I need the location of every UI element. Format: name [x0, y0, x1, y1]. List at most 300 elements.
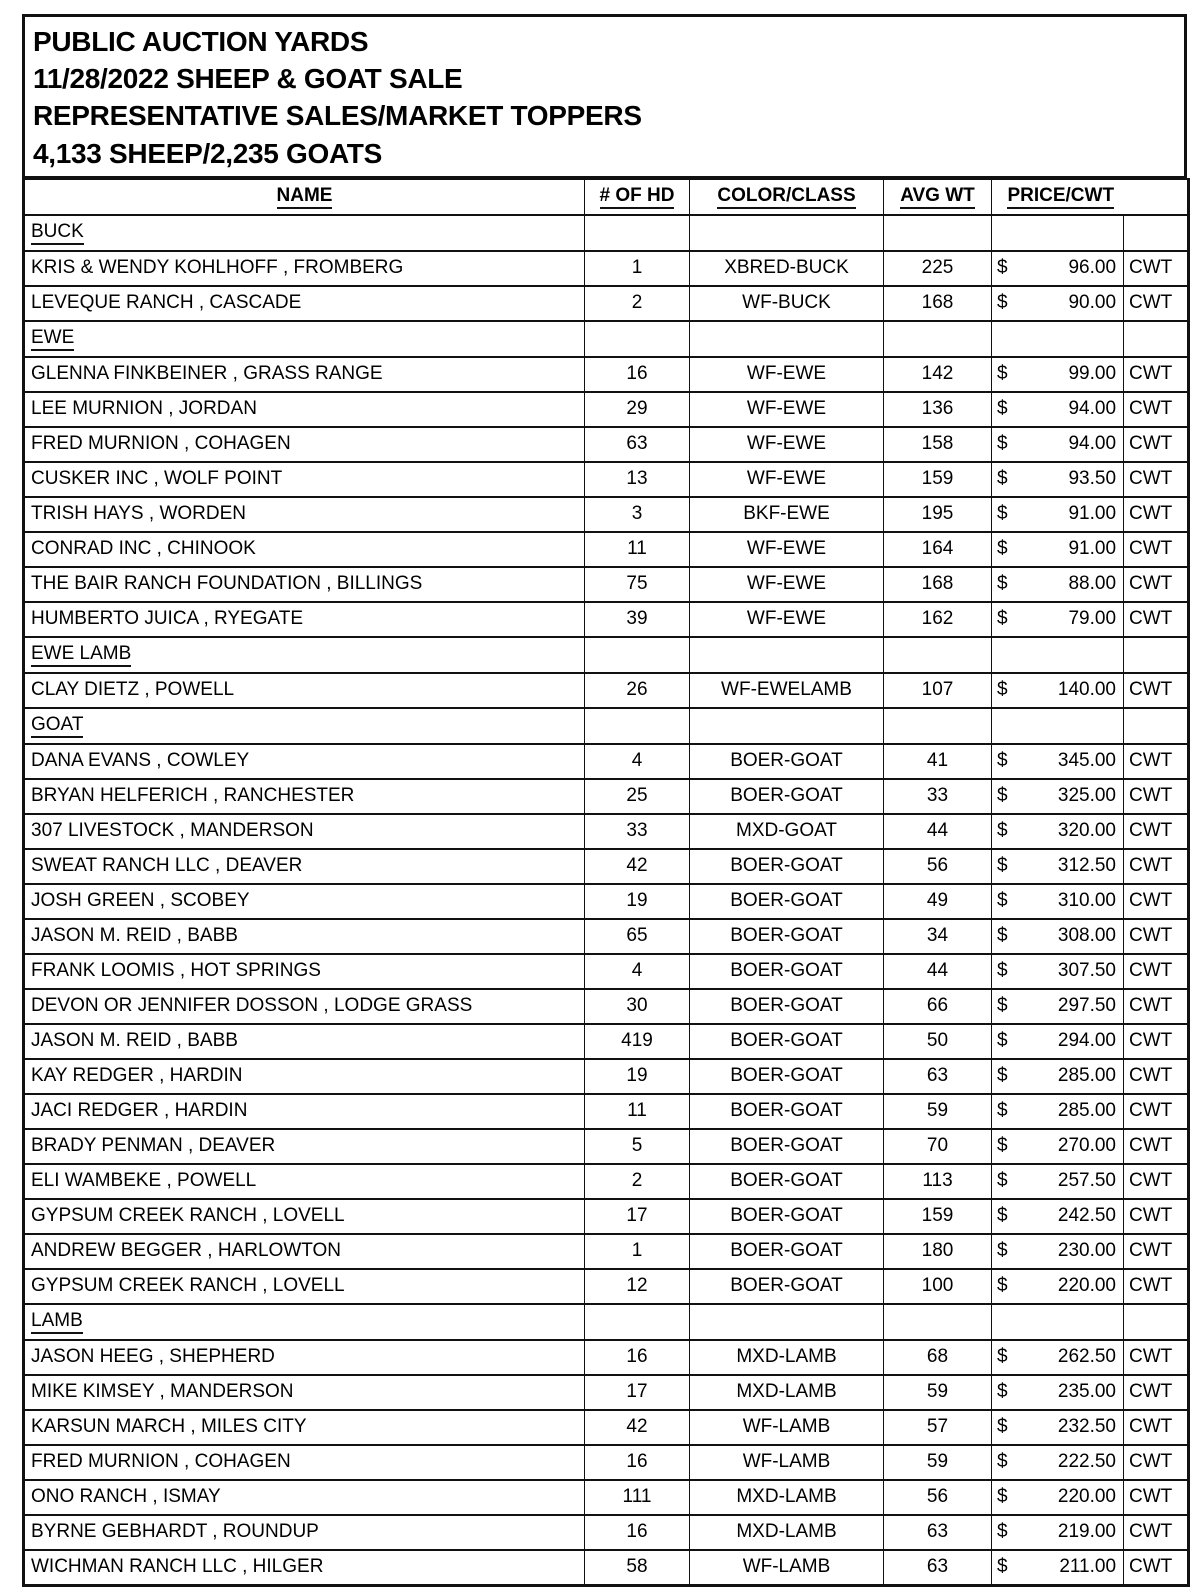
- row-color-class: BOER-GOAT: [690, 1269, 884, 1304]
- row-unit: CWT: [1124, 497, 1189, 532]
- row-seller-name: JOSH GREEN , SCOBEY: [24, 884, 585, 919]
- row-color-class: WF-EWE: [690, 392, 884, 427]
- row-head-count: 16: [585, 1515, 690, 1550]
- table-row: [24, 1445, 1189, 1480]
- row-head-count: 25: [585, 779, 690, 814]
- row-head-count: 30: [585, 989, 690, 1024]
- row-currency-symbol: $: [992, 814, 1018, 849]
- row-seller-name: DEVON OR JENNIFER DOSSON , LODGE GRASS: [24, 989, 585, 1024]
- row-avg-weight: 49: [884, 884, 992, 919]
- row-head-count: 75: [585, 567, 690, 602]
- row-color-class: BKF-EWE: [690, 497, 884, 532]
- section-header-empty-cell: [992, 637, 1018, 673]
- table-row: [24, 602, 1189, 637]
- section-header-empty-cell: [1018, 1304, 1124, 1340]
- section-header-empty-cell: [884, 708, 992, 744]
- row-price: 220.00: [1018, 1269, 1124, 1304]
- row-head-count: 4: [585, 744, 690, 779]
- row-price: 219.00: [1018, 1515, 1124, 1550]
- row-price: 310.00: [1018, 884, 1124, 919]
- section-header-empty-cell: [1124, 637, 1189, 673]
- section-header-empty-cell: [690, 321, 884, 357]
- row-color-class: BOER-GOAT: [690, 1024, 884, 1059]
- row-color-class: BOER-GOAT: [690, 779, 884, 814]
- row-unit: CWT: [1124, 919, 1189, 954]
- table-row: [24, 1234, 1189, 1269]
- row-seller-name: BRYAN HELFERICH , RANCHESTER: [24, 779, 585, 814]
- table-row: [24, 462, 1189, 497]
- section-header-row: [24, 321, 1189, 357]
- row-price: 93.50: [1018, 462, 1124, 497]
- row-unit: CWT: [1124, 286, 1189, 321]
- row-price: 96.00: [1018, 251, 1124, 286]
- row-currency-symbol: $: [992, 532, 1018, 567]
- row-color-class: MXD-LAMB: [690, 1480, 884, 1515]
- row-color-class: BOER-GOAT: [690, 849, 884, 884]
- column-header-color-class: COLOR/CLASS: [690, 179, 884, 215]
- row-seller-name: JASON M. REID , BABB: [24, 1024, 585, 1059]
- row-avg-weight: 168: [884, 286, 992, 321]
- table-row: [24, 497, 1189, 532]
- section-header-empty-cell: [1124, 321, 1189, 357]
- row-unit: CWT: [1124, 1234, 1189, 1269]
- row-price: 211.00: [1018, 1550, 1124, 1586]
- table-row: [24, 1164, 1189, 1199]
- row-avg-weight: 142: [884, 357, 992, 392]
- row-head-count: 17: [585, 1375, 690, 1410]
- row-avg-weight: 158: [884, 427, 992, 462]
- row-color-class: BOER-GOAT: [690, 989, 884, 1024]
- row-unit: CWT: [1124, 1515, 1189, 1550]
- row-price: 270.00: [1018, 1129, 1124, 1164]
- section-header-row: [24, 637, 1189, 673]
- table-row: [24, 392, 1189, 427]
- section-header-empty-cell: [884, 637, 992, 673]
- section-header-empty-cell: [992, 1304, 1018, 1340]
- row-head-count: 2: [585, 1164, 690, 1199]
- row-color-class: MXD-LAMB: [690, 1340, 884, 1375]
- row-price: 312.50: [1018, 849, 1124, 884]
- row-color-class: XBRED-BUCK: [690, 251, 884, 286]
- row-head-count: 4: [585, 954, 690, 989]
- row-seller-name: THE BAIR RANCH FOUNDATION , BILLINGS: [24, 567, 585, 602]
- row-unit: CWT: [1124, 1550, 1189, 1586]
- section-header-empty-cell: [992, 215, 1018, 251]
- row-seller-name: 307 LIVESTOCK , MANDERSON: [24, 814, 585, 849]
- section-header-empty-cell: [585, 637, 690, 673]
- row-seller-name: JASON M. REID , BABB: [24, 919, 585, 954]
- row-currency-symbol: $: [992, 849, 1018, 884]
- section-header-row: [24, 215, 1189, 251]
- table-row: [24, 1024, 1189, 1059]
- row-price: 88.00: [1018, 567, 1124, 602]
- row-head-count: 111: [585, 1480, 690, 1515]
- row-head-count: 1: [585, 251, 690, 286]
- table-row: [24, 849, 1189, 884]
- row-unit: CWT: [1124, 602, 1189, 637]
- table-row: [24, 251, 1189, 286]
- section-header-empty-cell: [585, 215, 690, 251]
- row-avg-weight: 59: [884, 1375, 992, 1410]
- section-header-empty-cell: [690, 708, 884, 744]
- table-row: [24, 954, 1189, 989]
- row-avg-weight: 44: [884, 954, 992, 989]
- row-avg-weight: 68: [884, 1340, 992, 1375]
- row-currency-symbol: $: [992, 567, 1018, 602]
- row-head-count: 2: [585, 286, 690, 321]
- table-row: [24, 744, 1189, 779]
- row-unit: CWT: [1124, 1129, 1189, 1164]
- row-seller-name: JACI REDGER , HARDIN: [24, 1094, 585, 1129]
- table-row: [24, 673, 1189, 708]
- table-row: [24, 1129, 1189, 1164]
- row-price: 285.00: [1018, 1059, 1124, 1094]
- row-color-class: BOER-GOAT: [690, 744, 884, 779]
- row-unit: CWT: [1124, 532, 1189, 567]
- row-seller-name: KARSUN MARCH , MILES CITY: [24, 1410, 585, 1445]
- row-price: 232.50: [1018, 1410, 1124, 1445]
- table-row: [24, 1340, 1189, 1375]
- row-price: 262.50: [1018, 1340, 1124, 1375]
- row-avg-weight: 195: [884, 497, 992, 532]
- row-avg-weight: 56: [884, 1480, 992, 1515]
- row-seller-name: WICHMAN RANCH LLC , HILGER: [24, 1550, 585, 1586]
- row-color-class: WF-EWE: [690, 602, 884, 637]
- row-currency-symbol: $: [992, 602, 1018, 637]
- row-seller-name: HUMBERTO JUICA , RYEGATE: [24, 602, 585, 637]
- section-header-empty-cell: [585, 1304, 690, 1340]
- row-price: 94.00: [1018, 427, 1124, 462]
- row-seller-name: ANDREW BEGGER , HARLOWTON: [24, 1234, 585, 1269]
- row-unit: CWT: [1124, 744, 1189, 779]
- row-currency-symbol: $: [992, 392, 1018, 427]
- row-head-count: 42: [585, 849, 690, 884]
- row-unit: CWT: [1124, 462, 1189, 497]
- section-header-empty-cell: [992, 708, 1018, 744]
- row-seller-name: FRED MURNION , COHAGEN: [24, 427, 585, 462]
- row-head-count: 419: [585, 1024, 690, 1059]
- row-price: 220.00: [1018, 1480, 1124, 1515]
- section-header-empty-cell: [884, 321, 992, 357]
- table-row: [24, 779, 1189, 814]
- table-row: [24, 357, 1189, 392]
- row-unit: CWT: [1124, 392, 1189, 427]
- table-row: [24, 989, 1189, 1024]
- row-avg-weight: 225: [884, 251, 992, 286]
- row-currency-symbol: $: [992, 1340, 1018, 1375]
- section-header-label: BUCK: [24, 215, 585, 251]
- row-seller-name: LEE MURNION , JORDAN: [24, 392, 585, 427]
- column-header-avg-weight: AVG WT: [884, 179, 992, 215]
- row-head-count: 16: [585, 1340, 690, 1375]
- row-head-count: 16: [585, 357, 690, 392]
- row-unit: CWT: [1124, 1340, 1189, 1375]
- row-price: 99.00: [1018, 357, 1124, 392]
- row-color-class: WF-EWE: [690, 357, 884, 392]
- row-seller-name: FRED MURNION , COHAGEN: [24, 1445, 585, 1480]
- row-color-class: WF-EWE: [690, 427, 884, 462]
- title-line-head-counts: 4,133 SHEEP/2,235 GOATS: [33, 137, 382, 169]
- row-currency-symbol: $: [992, 251, 1018, 286]
- row-color-class: WF-LAMB: [690, 1410, 884, 1445]
- row-head-count: 65: [585, 919, 690, 954]
- row-seller-name: TRISH HAYS , WORDEN: [24, 497, 585, 532]
- row-head-count: 39: [585, 602, 690, 637]
- section-header-empty-cell: [690, 637, 884, 673]
- representative-sales-table: [22, 178, 1190, 1587]
- row-avg-weight: 59: [884, 1094, 992, 1129]
- row-seller-name: ELI WAMBEKE , POWELL: [24, 1164, 585, 1199]
- row-seller-name: GLENNA FINKBEINER , GRASS RANGE: [24, 357, 585, 392]
- table-row: [24, 286, 1189, 321]
- row-unit: CWT: [1124, 1445, 1189, 1480]
- row-price: 235.00: [1018, 1375, 1124, 1410]
- row-color-class: MXD-LAMB: [690, 1375, 884, 1410]
- section-header-empty-cell: [585, 708, 690, 744]
- row-currency-symbol: $: [992, 1094, 1018, 1129]
- table-row: [24, 567, 1189, 602]
- row-color-class: BOER-GOAT: [690, 1094, 884, 1129]
- row-color-class: WF-EWE: [690, 462, 884, 497]
- row-seller-name: BYRNE GEBHARDT , ROUNDUP: [24, 1515, 585, 1550]
- row-seller-name: CLAY DIETZ , POWELL: [24, 673, 585, 708]
- section-header-empty-cell: [884, 1304, 992, 1340]
- row-color-class: BOER-GOAT: [690, 1059, 884, 1094]
- row-unit: CWT: [1124, 1024, 1189, 1059]
- row-head-count: 13: [585, 462, 690, 497]
- table-row: [24, 1480, 1189, 1515]
- table-body: [24, 179, 1189, 1586]
- row-unit: CWT: [1124, 1059, 1189, 1094]
- row-price: 242.50: [1018, 1199, 1124, 1234]
- row-unit: CWT: [1124, 1410, 1189, 1445]
- row-unit: CWT: [1124, 251, 1189, 286]
- title-line-sale-date: 11/28/2022 SHEEP & GOAT SALE: [33, 63, 463, 95]
- row-avg-weight: 70: [884, 1129, 992, 1164]
- row-currency-symbol: $: [992, 1234, 1018, 1269]
- row-price: 294.00: [1018, 1024, 1124, 1059]
- row-seller-name: FRANK LOOMIS , HOT SPRINGS: [24, 954, 585, 989]
- row-currency-symbol: $: [992, 884, 1018, 919]
- row-color-class: BOER-GOAT: [690, 1234, 884, 1269]
- section-header-empty-cell: [884, 215, 992, 251]
- row-currency-symbol: $: [992, 286, 1018, 321]
- row-seller-name: GYPSUM CREEK RANCH , LOVELL: [24, 1269, 585, 1304]
- section-header-label: LAMB: [24, 1304, 585, 1340]
- table-row: [24, 814, 1189, 849]
- row-price: 325.00: [1018, 779, 1124, 814]
- row-price: 285.00: [1018, 1094, 1124, 1129]
- table-row: [24, 1515, 1189, 1550]
- row-currency-symbol: $: [992, 1375, 1018, 1410]
- row-unit: CWT: [1124, 849, 1189, 884]
- row-currency-symbol: $: [992, 1129, 1018, 1164]
- section-header-row: [24, 708, 1189, 744]
- row-avg-weight: 100: [884, 1269, 992, 1304]
- row-color-class: BOER-GOAT: [690, 919, 884, 954]
- table-row: [24, 884, 1189, 919]
- row-avg-weight: 63: [884, 1515, 992, 1550]
- row-head-count: 11: [585, 532, 690, 567]
- row-color-class: WF-EWE: [690, 567, 884, 602]
- row-head-count: 17: [585, 1199, 690, 1234]
- row-seller-name: LEVEQUE RANCH , CASCADE: [24, 286, 585, 321]
- table-row: [24, 919, 1189, 954]
- row-price: 94.00: [1018, 392, 1124, 427]
- table-row: [24, 532, 1189, 567]
- row-head-count: 26: [585, 673, 690, 708]
- row-price: 140.00: [1018, 673, 1124, 708]
- row-avg-weight: 57: [884, 1410, 992, 1445]
- section-header-empty-cell: [585, 321, 690, 357]
- row-avg-weight: 168: [884, 567, 992, 602]
- row-color-class: WF-LAMB: [690, 1550, 884, 1586]
- row-head-count: 5: [585, 1129, 690, 1164]
- table-row: [24, 1059, 1189, 1094]
- row-avg-weight: 63: [884, 1550, 992, 1586]
- row-currency-symbol: $: [992, 989, 1018, 1024]
- row-head-count: 63: [585, 427, 690, 462]
- row-head-count: 1: [585, 1234, 690, 1269]
- row-avg-weight: 107: [884, 673, 992, 708]
- row-avg-weight: 162: [884, 602, 992, 637]
- row-currency-symbol: $: [992, 1410, 1018, 1445]
- row-head-count: 58: [585, 1550, 690, 1586]
- row-currency-symbol: $: [992, 954, 1018, 989]
- row-price: 257.50: [1018, 1164, 1124, 1199]
- row-avg-weight: 59: [884, 1445, 992, 1480]
- row-unit: CWT: [1124, 884, 1189, 919]
- section-header-empty-cell: [690, 215, 884, 251]
- row-currency-symbol: $: [992, 462, 1018, 497]
- row-avg-weight: 164: [884, 532, 992, 567]
- section-header-empty-cell: [1124, 708, 1189, 744]
- row-avg-weight: 41: [884, 744, 992, 779]
- row-currency-symbol: $: [992, 1199, 1018, 1234]
- title-line-company: PUBLIC AUCTION YARDS: [33, 26, 369, 57]
- row-color-class: WF-EWE: [690, 532, 884, 567]
- column-header-head-count: # OF HD: [585, 179, 690, 215]
- row-avg-weight: 34: [884, 919, 992, 954]
- row-currency-symbol: $: [992, 1445, 1018, 1480]
- table-row: [24, 1094, 1189, 1129]
- row-price: 91.00: [1018, 497, 1124, 532]
- row-color-class: MXD-GOAT: [690, 814, 884, 849]
- row-price: 297.50: [1018, 989, 1124, 1024]
- row-color-class: WF-BUCK: [690, 286, 884, 321]
- row-color-class: BOER-GOAT: [690, 884, 884, 919]
- row-head-count: 29: [585, 392, 690, 427]
- row-price: 90.00: [1018, 286, 1124, 321]
- row-currency-symbol: $: [992, 497, 1018, 532]
- row-color-class: MXD-LAMB: [690, 1515, 884, 1550]
- row-unit: CWT: [1124, 1164, 1189, 1199]
- row-seller-name: CUSKER INC , WOLF POINT: [24, 462, 585, 497]
- row-price: 91.00: [1018, 532, 1124, 567]
- section-header-empty-cell: [992, 321, 1018, 357]
- row-avg-weight: 113: [884, 1164, 992, 1199]
- row-unit: CWT: [1124, 673, 1189, 708]
- row-avg-weight: 63: [884, 1059, 992, 1094]
- row-avg-weight: 159: [884, 1199, 992, 1234]
- row-unit: CWT: [1124, 989, 1189, 1024]
- table-row: [24, 1375, 1189, 1410]
- row-seller-name: MIKE KIMSEY , MANDERSON: [24, 1375, 585, 1410]
- row-unit: CWT: [1124, 567, 1189, 602]
- section-header-empty-cell: [1124, 1304, 1189, 1340]
- row-price: 307.50: [1018, 954, 1124, 989]
- row-currency-symbol: $: [992, 919, 1018, 954]
- report-title-block: [22, 14, 1187, 178]
- row-currency-symbol: $: [992, 1480, 1018, 1515]
- row-avg-weight: 56: [884, 849, 992, 884]
- table-row: [24, 1199, 1189, 1234]
- row-avg-weight: 33: [884, 779, 992, 814]
- row-currency-symbol: $: [992, 744, 1018, 779]
- row-price: 222.50: [1018, 1445, 1124, 1480]
- table-row: [24, 1269, 1189, 1304]
- row-price: 308.00: [1018, 919, 1124, 954]
- row-unit: CWT: [1124, 427, 1189, 462]
- column-header-name: NAME: [24, 179, 585, 215]
- row-currency-symbol: $: [992, 1515, 1018, 1550]
- column-header-price-cwt: PRICE/CWT: [992, 179, 1124, 215]
- row-color-class: BOER-GOAT: [690, 1129, 884, 1164]
- row-currency-symbol: $: [992, 1059, 1018, 1094]
- row-color-class: BOER-GOAT: [690, 1164, 884, 1199]
- section-header-empty-cell: [1124, 215, 1189, 251]
- row-head-count: 19: [585, 1059, 690, 1094]
- row-avg-weight: 44: [884, 814, 992, 849]
- table-row: [24, 1410, 1189, 1445]
- row-color-class: WF-LAMB: [690, 1445, 884, 1480]
- row-unit: CWT: [1124, 1094, 1189, 1129]
- row-unit: CWT: [1124, 1269, 1189, 1304]
- row-seller-name: JASON HEEG , SHEPHERD: [24, 1340, 585, 1375]
- table-row: [24, 1550, 1189, 1586]
- row-price: 320.00: [1018, 814, 1124, 849]
- column-header-unit: [1124, 179, 1189, 215]
- row-unit: CWT: [1124, 1199, 1189, 1234]
- row-seller-name: ONO RANCH , ISMAY: [24, 1480, 585, 1515]
- table-row: [24, 427, 1189, 462]
- section-header-label: EWE: [24, 321, 585, 357]
- row-currency-symbol: $: [992, 357, 1018, 392]
- row-avg-weight: 136: [884, 392, 992, 427]
- table-header-row: [24, 179, 1189, 215]
- row-head-count: 42: [585, 1410, 690, 1445]
- row-price: 345.00: [1018, 744, 1124, 779]
- section-header-label: EWE LAMB: [24, 637, 585, 673]
- row-color-class: BOER-GOAT: [690, 1199, 884, 1234]
- row-seller-name: DANA EVANS , COWLEY: [24, 744, 585, 779]
- row-avg-weight: 159: [884, 462, 992, 497]
- row-currency-symbol: $: [992, 779, 1018, 814]
- row-seller-name: GYPSUM CREEK RANCH , LOVELL: [24, 1199, 585, 1234]
- row-currency-symbol: $: [992, 1164, 1018, 1199]
- section-header-label: GOAT: [24, 708, 585, 744]
- row-head-count: 3: [585, 497, 690, 532]
- row-currency-symbol: $: [992, 427, 1018, 462]
- row-avg-weight: 50: [884, 1024, 992, 1059]
- row-seller-name: KRIS & WENDY KOHLHOFF , FROMBERG: [24, 251, 585, 286]
- section-header-empty-cell: [1018, 637, 1124, 673]
- row-price: 79.00: [1018, 602, 1124, 637]
- row-unit: CWT: [1124, 357, 1189, 392]
- row-seller-name: CONRAD INC , CHINOOK: [24, 532, 585, 567]
- row-unit: CWT: [1124, 1480, 1189, 1515]
- row-currency-symbol: $: [992, 1269, 1018, 1304]
